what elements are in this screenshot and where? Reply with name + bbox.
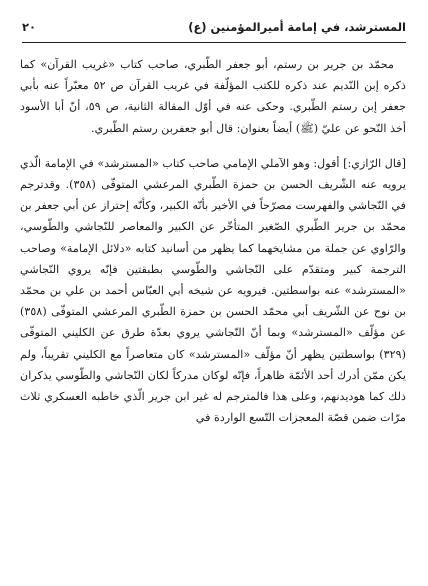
page-number: ٢٠ <box>22 20 37 34</box>
paragraph-biography: محمّد بن جرير بن رستم، أبو جعفر الطّبري، صاحب كتاب «غريب القرآن» كما ذكره إبن النّديم عند ذكره للكتب المؤلّفة في غريب القرآن ص ٥٢ معبّراً عنه بأبي جعفر إبن رستم الطّبري. وحكى عنه في أوّل المقالة الثانية، ص ٥٩، أنّ أبا الأسود أخذ النّحو عن عليّ (ﷺ) أيضاً بعنوان: قال أبو جعفربن رستم الطّبري. <box>20 58 406 135</box>
body-text <box>20 54 406 442</box>
page-header <box>22 14 406 40</box>
header-divider <box>22 42 406 43</box>
running-title: المسترشد، في إمامة أميرالمؤمنين (ع) <box>188 20 406 34</box>
paragraph-razi-commentary: [قال الرّازي:] أقول: وهو الآملي الإمامي صاحب كتاب «المسترشد» في الإمامة الّذي يرويه عنه الشّريف الحسن بن حمزة الطّبري المرعشي المتوفّى (٣٥٨). وقدترجم في النّجاشي والفهرست مصرّحاً في الأخير بأنّه الكبير، وكأنّه إحتراز عن أبي جعفر بن محمّد بن جرير الطّبري الصّغير المتأخّر عن الكبير والمعاصر للنّجاشي والطّوسي، والرّاوي عن جملة من مشايخهما كما يظهر من أسانيد كتابه «دلائل الإمامة» وصاحب الترجمة كبير ومتقدّم على النّجاشي والطّوسي بطبقتين فإنّه يروي النّجاشي «المسترشد» عنه بواسطتين. فيرويه عن شيخه أبي العبّاس أحمد بن علي بن محمّد بن نوح عن الشّريف أبي محمّد الحسن بن حمزة الطّبري المرعشي المتوفّى (٣٥٨) عن مؤلّف «المسترشد» وبما أنّ النّجاشي يروي بعدّة طرق عن الكليني المتوفّى (٣٢٩) بواسطتين يظهر أنّ مؤلّف «المسترشد» كان متعاصراً مع الكليني تقريباً، ولم يكن ممّن أدرك أحد الأئمّة ظاهراً، فإنّه لوكان مدركاً لكان النّجاشي والطّوسي يذكران ذلك كما هوديدنهم، وعلى هذا فالمترجم له غير ابن جرير الّذي خاطبه العسكري ثلاث مرّات ضمن قصّة المعجزات التّسع الواردة في <box>20 156 407 425</box>
